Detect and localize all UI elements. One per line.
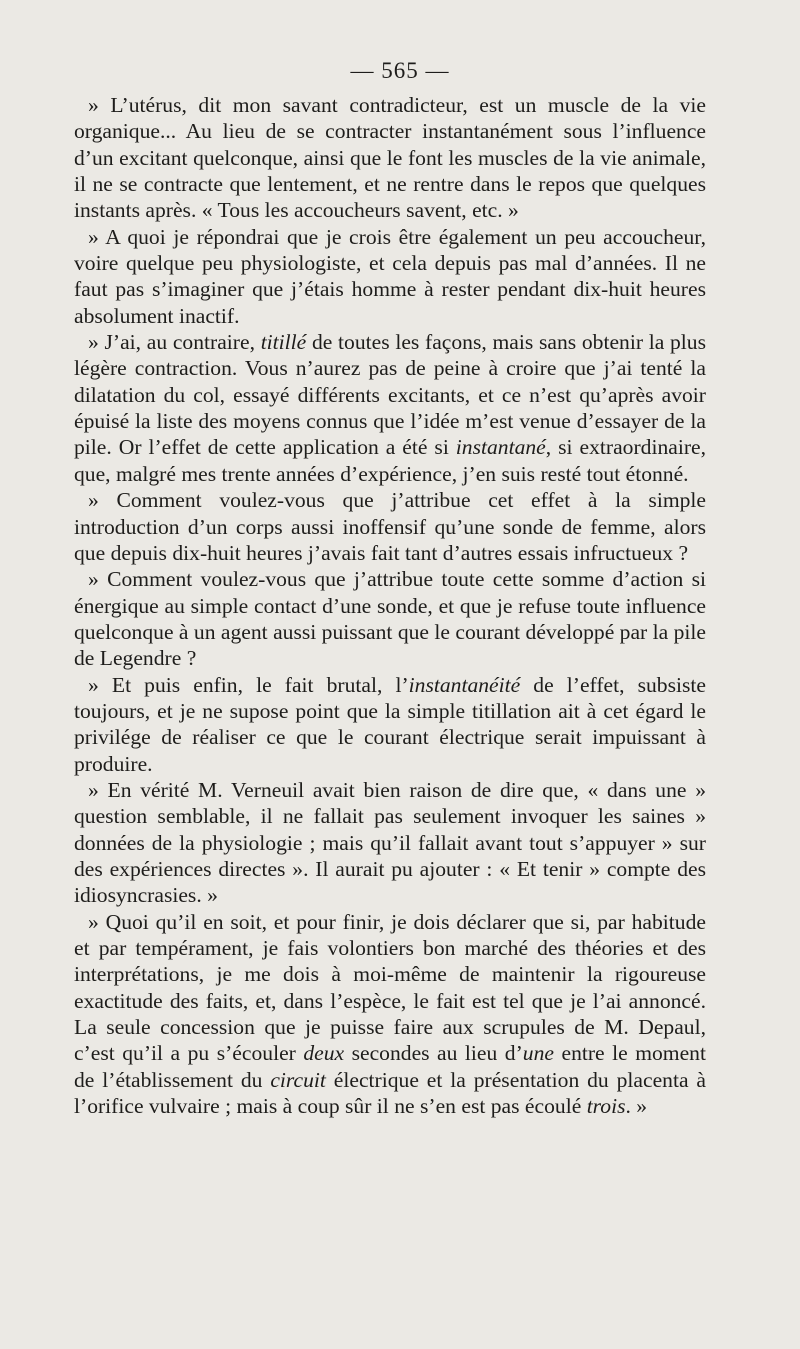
paragraph: » En vérité M. Verneuil avait bien raison de dire que, « dans une » question semblable, il ne fallait pas seulement invoquer les saines » données de la physiologie ; mais qu’il fallait avant tout s’appuyer » sur des expériences directes ». Il aurait pu ajouter : « Et tenir » compte des idiosyncrasies. » (74, 777, 706, 908)
text-run: » Et puis enfin, le fait brutal, l’ (88, 672, 409, 697)
paragraph: » A quoi je répondrai que je crois être également un peu accoucheur, voire quelque peu physiologiste, et cela depuis pas mal d’années. Il ne faut pas s’imaginer que j’étais homme à rester pendant dix-huit heures absolument inactif. (74, 224, 706, 328)
text-run: , si extraordinaire, que, malgré mes trente années d’expérience, j’en suis resté tout étonné. (74, 435, 706, 486)
body-text (74, 92, 706, 1119)
text-run: . » (625, 1094, 648, 1119)
paragraph: » Comment voulez-vous que j’attribue cet effet à la simple introduction d’un corps aussi inoffensif qu’une sonde de femme, alors que depuis dix-huit heures j’avais fait tant d’autres essais infructueux ? (74, 488, 706, 565)
text-run: entre le moment de l’établissement du (74, 1041, 706, 1092)
text-run: secondes au lieu d’ (344, 1041, 523, 1066)
text-run: » Quoi qu’il en soit, et pour finir, je dois déclarer que si, par habitude et par tempérament, je fais volontiers bon marché des théories et des interprétations, je me dois à moi-même de maintenir la rigoureuse exactitude des faits, et, dans l’espèce, le fait est tel que je l’ai annoncé. La seule concession que je puisse faire aux scrupules de M. Depaul, c’est qu’il a pu s’écouler (74, 909, 706, 1066)
page-number: — 565 — (350, 58, 450, 83)
text-run: » J’ai, au contraire, (88, 330, 261, 355)
paragraph: » Comment voulez-vous que j’attribue toute cette somme d’action si énergique au simple contact d’une sonde, et que je refuse toute influence quelconque à un agent aussi puissant que le courant développé par la pile de Legendre ? (74, 567, 707, 671)
italic-text: trois (586, 1094, 626, 1119)
text-run: de l’effet, subsiste toujours, et je ne supose point que la simple titillation ait à cet égard le privilége de réaliser ce que le courant électrique serait impuissant à produire. (74, 672, 706, 776)
italic-text: instantanéité (408, 672, 521, 697)
italic-text: circuit (270, 1067, 326, 1092)
paragraph (74, 672, 706, 777)
paragraph: » L’utérus, dit mon savant contradicteur, est un muscle de la vie organique... Au lieu de se contracter instantanément sous l’influence d’un excitant quelconque, ainsi que le font les muscles de la vie animale, il ne se contracte que lentement, et ne rentre dans le repos que quelques instants après. « Tous les accoucheurs savent, etc. » (74, 93, 706, 223)
text-run: de toutes les façons, mais sans obtenir la plus légère contraction. Vous n’aurez pas de peine à croire que j’ai tenté la dilatation du col, essayé différents excitants, et ce n’est qu’après avoir épuisé la liste des moyens connus que l’idée m’est venue d’essayer de la pile. Or l’effet de cette application a été si (74, 330, 706, 460)
italic-text: titillé (260, 330, 307, 355)
italic-text: instantané (455, 435, 546, 460)
paragraph (74, 329, 706, 487)
text-run: électrique et la présentation du placenta à l’orifice vulvaire ; mais à coup sûr il ne s’en est pas écoulé (74, 1067, 706, 1119)
italic-text: deux (303, 1041, 345, 1066)
paragraph (74, 909, 706, 1120)
italic-text: une (522, 1041, 554, 1066)
